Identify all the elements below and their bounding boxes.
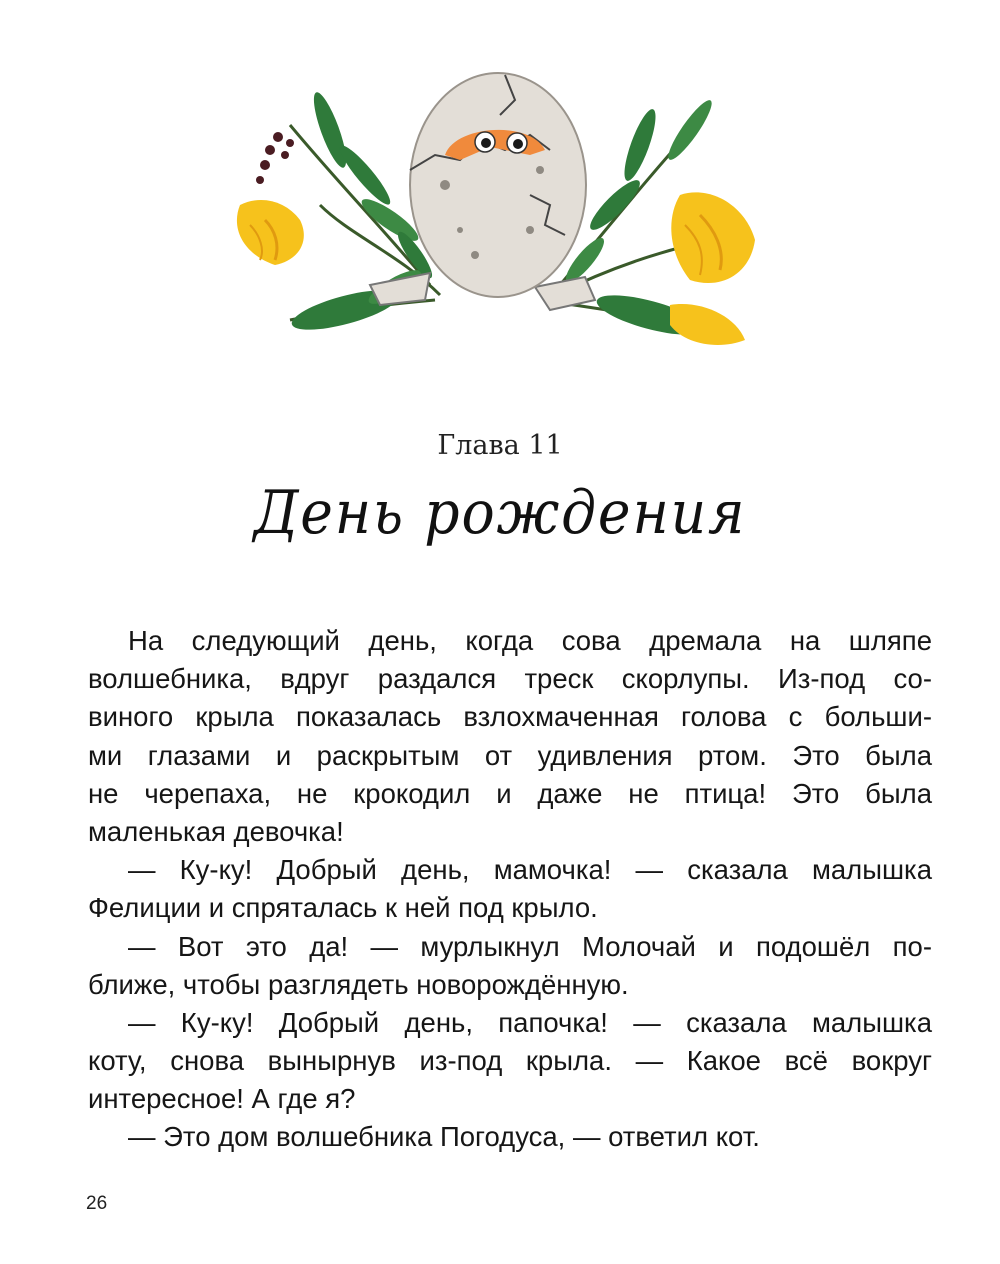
- text-line: не черепаха, не крокодил и даже не птица! Это была: [88, 777, 932, 809]
- text-line: виного крыла показалась взлохмаченная голова с больши-: [88, 701, 932, 733]
- hatching-egg-illustration: [230, 55, 770, 365]
- text-line: Фелиции и спряталась к ней под крыло.: [88, 892, 598, 924]
- text-line: коту, снова вынырнув из-под крыла. — Какое всё вокруг: [88, 1045, 932, 1077]
- text-line: ми глазами и раскрытым от удивления ртом. Это была: [88, 739, 932, 771]
- text-line: — Ку-ку! Добрый день, мамочка! — сказала малышка: [128, 854, 932, 886]
- paragraph: [88, 622, 932, 851]
- egg: [410, 73, 586, 297]
- paragraph: [88, 1118, 932, 1156]
- right-yellow-flower: [670, 192, 755, 345]
- right-branch: [555, 96, 755, 345]
- left-yellow-flower: [237, 200, 304, 265]
- story-text: [88, 622, 932, 1157]
- text-line: интересное! А где я?: [88, 1083, 356, 1115]
- chapter-number: Глава 11: [437, 430, 563, 461]
- text-line: волшебника, вдруг раздался треск скорлупы. Из-под со-: [88, 663, 932, 695]
- text-line: — Вот это да! — мурлыкнул Молочай и подошёл по-: [128, 930, 932, 962]
- paragraph: [88, 928, 932, 1004]
- text-line: На следующий день, когда сова дремала на шляпе: [128, 625, 932, 656]
- page-number: 26: [86, 1193, 108, 1214]
- right-shell-fragment: [535, 277, 595, 310]
- paragraph: [88, 1004, 932, 1119]
- text-line: — Ку-ку! Добрый день, папочка! — сказала малышка: [128, 1006, 932, 1038]
- text-line: ближе, чтобы разглядеть новорождённую.: [88, 968, 629, 1000]
- text-line: маленькая девочка!: [88, 815, 344, 847]
- chapter-title: День рождения: [253, 478, 747, 548]
- paragraph: [88, 851, 932, 927]
- text-line: — Это дом волшебника Погодуса, — ответил кот.: [128, 1121, 760, 1153]
